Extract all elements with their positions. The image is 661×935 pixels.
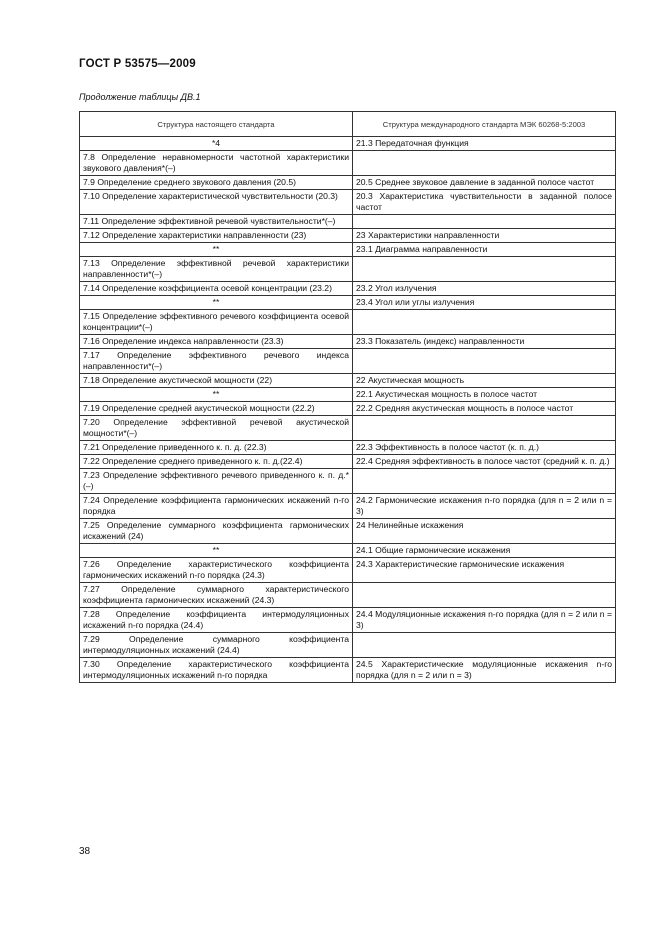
cell-international-clause <box>353 151 616 176</box>
cell-national-clause: 7.10 Определение характеристической чувствительности (20.3) <box>80 190 353 215</box>
cell-national-clause: 7.13 Определение эффективной речевой характеристики направленности*(–) <box>80 257 353 282</box>
cell-international-clause: 23.1 Диаграмма направленности <box>353 243 616 257</box>
cell-international-clause: 20.3 Характеристика чувствительности в заданной полосе частот <box>353 190 616 215</box>
cell-international-clause <box>353 257 616 282</box>
cell-international-clause: 23.4 Угол или углы излучения <box>353 296 616 310</box>
column-header-national: Структура настоящего стандарта <box>80 112 353 137</box>
cell-national-clause: ** <box>80 388 353 402</box>
cell-international-clause: 24.5 Характеристические модуляционные искажения n-го порядка (для n = 2 или n = 3) <box>353 658 616 683</box>
cell-international-clause: 22.3 Эффективность в полосе частот (к. п. д.) <box>353 441 616 455</box>
cell-national-clause: 7.14 Определение коэффициента осевой концентрации (23.2) <box>80 282 353 296</box>
cell-national-clause: 7.11 Определение эффективной речевой чувствительности*(–) <box>80 215 353 229</box>
table-row <box>80 441 616 455</box>
table-row <box>80 151 616 176</box>
cell-national-clause: 7.22 Определение среднего приведенного к. п. д.(22.4) <box>80 455 353 469</box>
cell-national-clause: 7.9 Определение среднего звукового давления (20.5) <box>80 176 353 190</box>
cell-national-clause: 7.20 Определение эффективной речевой акустической мощности*(–) <box>80 416 353 441</box>
table-row <box>80 215 616 229</box>
table-row <box>80 374 616 388</box>
table-row <box>80 519 616 544</box>
table-header-row <box>80 112 616 137</box>
table-row <box>80 176 616 190</box>
cell-national-clause: 7.25 Определение суммарного коэффициента гармонических искажений (24) <box>80 519 353 544</box>
table-row <box>80 402 616 416</box>
cell-national-clause: 7.8 Определение неравномерности частотной характеристики звукового давления*(–) <box>80 151 353 176</box>
table-row <box>80 190 616 215</box>
cell-international-clause <box>353 583 616 608</box>
cell-international-clause: 24.2 Гармонические искажения n-го порядка (для n = 2 или n = 3) <box>353 494 616 519</box>
cell-international-clause <box>353 416 616 441</box>
table-row <box>80 469 616 494</box>
cell-national-clause: 7.27 Определение суммарного характеристического коэффициента гармонических искажений (24.3) <box>80 583 353 608</box>
table-row <box>80 229 616 243</box>
cell-international-clause <box>353 633 616 658</box>
cell-national-clause: 7.28 Определение коэффициента интермодуляционных искажений n-го порядка (24.4) <box>80 608 353 633</box>
cell-international-clause <box>353 349 616 374</box>
cell-national-clause: 7.21 Определение приведенного к. п. д. (22.3) <box>80 441 353 455</box>
cell-national-clause: 7.12 Определение характеристики направленности (23) <box>80 229 353 243</box>
cell-national-clause: 7.19 Определение средней акустической мощности (22.2) <box>80 402 353 416</box>
cell-international-clause: 22.1 Акустическая мощность в полосе частот <box>353 388 616 402</box>
cell-international-clause: 22.4 Средняя эффективность в полосе частот (средний к. п. д.) <box>353 455 616 469</box>
cell-national-clause: ** <box>80 243 353 257</box>
cell-national-clause: 7.23 Определение эффективного речевого приведенного к. п. д.*(–) <box>80 469 353 494</box>
cell-international-clause <box>353 310 616 335</box>
table-row <box>80 310 616 335</box>
cell-international-clause: 20.5 Среднее звуковое давление в заданной полосе частот <box>353 176 616 190</box>
cell-international-clause: 24.1 Общие гармонические искажения <box>353 544 616 558</box>
cell-national-clause: *4 <box>80 137 353 151</box>
cell-international-clause: 24.4 Модуляционные искажения n-го порядка (для n = 2 или n = 3) <box>353 608 616 633</box>
cell-national-clause: 7.16 Определение индекса направленности (23.3) <box>80 335 353 349</box>
table-caption: Продолжение таблицы ДВ.1 <box>79 92 201 102</box>
table-row <box>80 416 616 441</box>
correspondence-table <box>79 111 616 683</box>
cell-international-clause: 22 Акустическая мощность <box>353 374 616 388</box>
table-row <box>80 335 616 349</box>
table-row <box>80 633 616 658</box>
cell-international-clause: 23.2 Угол излучения <box>353 282 616 296</box>
cell-national-clause: ** <box>80 544 353 558</box>
cell-national-clause: 7.15 Определение эффективного речевого коэффициента осевой концентрации*(–) <box>80 310 353 335</box>
table-row <box>80 349 616 374</box>
table-row <box>80 583 616 608</box>
table-row <box>80 296 616 310</box>
table-row <box>80 544 616 558</box>
column-header-international: Структура международного стандарта МЭК 60268-5:2003 <box>353 112 616 137</box>
cell-national-clause: 7.26 Определение характеристического коэффициента гармонических искажений n-го порядка (24.3) <box>80 558 353 583</box>
cell-national-clause: 7.18 Определение акустической мощности (22) <box>80 374 353 388</box>
cell-international-clause: 22.2 Средняя акустическая мощность в полосе частот <box>353 402 616 416</box>
cell-national-clause: ** <box>80 296 353 310</box>
table-row <box>80 243 616 257</box>
cell-national-clause: 7.29 Определение суммарного коэффициента интермодуляционных искажений (24.4) <box>80 633 353 658</box>
cell-international-clause: 23 Характеристики направленности <box>353 229 616 243</box>
table-row <box>80 388 616 402</box>
table-row <box>80 558 616 583</box>
cell-international-clause: 23.3 Показатель (индекс) направленности <box>353 335 616 349</box>
cell-international-clause <box>353 469 616 494</box>
cell-national-clause: 7.17 Определение эффективного речевого индекса направленности*(–) <box>80 349 353 374</box>
table-row <box>80 658 616 683</box>
cell-national-clause: 7.30 Определение характеристического коэффициента интермодуляционных искажений n-го порядка <box>80 658 353 683</box>
correspondence-table-wrap <box>79 111 615 683</box>
cell-international-clause <box>353 215 616 229</box>
table-row <box>80 282 616 296</box>
table-row <box>80 455 616 469</box>
table-row <box>80 257 616 282</box>
table-row <box>80 494 616 519</box>
document-header: ГОСТ Р 53575—2009 <box>79 58 196 70</box>
table-row <box>80 608 616 633</box>
table-row <box>80 137 616 151</box>
table-body <box>80 137 616 683</box>
cell-international-clause: 24.3 Характеристические гармонические искажения <box>353 558 616 583</box>
cell-international-clause: 21.3 Передаточная функция <box>353 137 616 151</box>
page-number: 38 <box>79 846 91 857</box>
cell-international-clause: 24 Нелинейные искажения <box>353 519 616 544</box>
cell-national-clause: 7.24 Определение коэффициента гармонических искажений n-го порядка <box>80 494 353 519</box>
